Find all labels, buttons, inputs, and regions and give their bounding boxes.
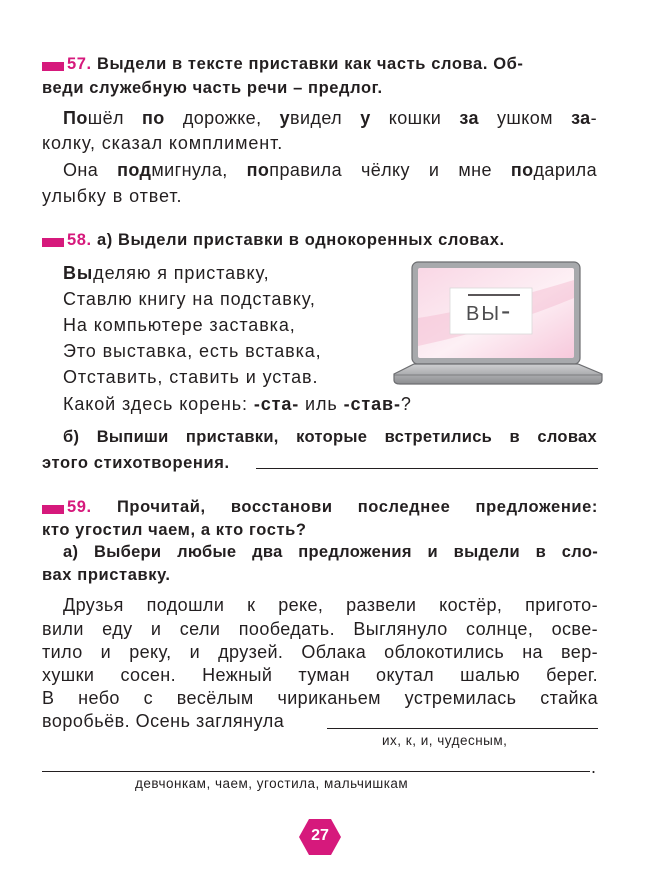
answer-line[interactable] <box>327 728 598 729</box>
poem-line: Ставлю книгу на подставку, <box>63 289 316 309</box>
text-line <box>63 160 597 181</box>
exercise-number: 59. <box>67 498 92 516</box>
poem-line <box>63 394 412 415</box>
task-text: кто угостил чаем, а кто гость? <box>42 521 307 539</box>
highlighted-morpheme: -став- <box>343 394 401 414</box>
highlighted-morpheme: -ста- <box>253 394 300 414</box>
text-line: тило и реку, и друзей. Облака облокотились на вер- <box>42 642 598 662</box>
poem-line <box>63 263 270 284</box>
word-hint: девчонкам, чаем, угостила, мальчишкам <box>135 776 409 791</box>
poem-line: Отставить, ставить и устав. <box>63 367 319 387</box>
exercise-marker <box>42 505 64 514</box>
text-line: В небо с весёлым чириканьем устремилась стайка <box>42 688 598 708</box>
highlighted-morpheme: у <box>360 108 371 128</box>
text-segment: - <box>590 108 597 128</box>
answer-line[interactable] <box>42 771 590 772</box>
text-segment: Она <box>63 160 118 180</box>
exercise-marker <box>42 62 64 71</box>
exercise-number: 57. <box>67 55 92 73</box>
text-segment: кошки <box>370 108 460 128</box>
text-line: Друзья подошли к реке, развели костёр, пригото- <box>63 595 598 615</box>
task-text: Выдели в тексте приставки как часть слова. Об- <box>96 55 524 73</box>
text-segment: шёл <box>87 108 143 128</box>
text-segment: иль <box>299 394 344 414</box>
task-text: б) Выпиши приставки, которые встретились в словах <box>63 428 597 446</box>
text-line <box>63 108 597 129</box>
exercise-59-task <box>67 498 598 517</box>
highlighted-morpheme: по <box>510 160 534 180</box>
text-segment: дарила <box>533 160 597 180</box>
text-segment: мигнула, <box>151 160 247 180</box>
poem-line: На компьютере заставка, <box>63 315 296 335</box>
answer-line[interactable] <box>256 468 598 469</box>
highlighted-morpheme: за <box>459 108 479 128</box>
text-segment: дорожке, <box>164 108 280 128</box>
task-text: веди служебную часть речи – предлог. <box>42 79 383 97</box>
text-line: вили еду и сели пообедать. Выглянуло солнце, осве- <box>42 619 598 639</box>
highlighted-morpheme: по <box>142 108 165 128</box>
page-number: 27 <box>311 827 329 844</box>
task-text: Прочитай, восстанови последнее предложение: <box>116 498 599 516</box>
text-segment: Какой здесь корень: <box>63 394 254 414</box>
exercise-58-task <box>67 231 505 250</box>
word-hint: их, к, и, чудесным, <box>382 733 508 748</box>
highlighted-morpheme: по <box>246 160 270 180</box>
task-text: вах приставку. <box>42 566 171 584</box>
task-text: этого стихотворения. <box>42 454 230 472</box>
task-text: а) Выбери любые два предложения и выдели в сло- <box>63 543 598 561</box>
highlighted-morpheme: под <box>117 160 152 180</box>
poem-line: Это выставка, есть вставка, <box>63 341 322 361</box>
text-segment: правила чёлку и мне <box>269 160 511 180</box>
highlighted-morpheme: Вы <box>63 263 94 283</box>
text-line: улыбку в ответ. <box>42 186 183 206</box>
highlighted-morpheme: у <box>279 108 291 128</box>
exercise-marker <box>42 238 64 247</box>
text-segment: видел <box>290 108 361 128</box>
sentence-end-period: . <box>591 757 597 777</box>
text-line: воробьёв. Осень заглянула <box>42 711 285 731</box>
text-segment: ушком <box>478 108 572 128</box>
exercise-number: 58. <box>67 231 92 249</box>
text-segment: ? <box>400 394 412 414</box>
highlighted-morpheme: за <box>571 108 591 128</box>
highlighted-morpheme: По <box>63 108 88 128</box>
exercise-57-task <box>67 55 524 74</box>
text-segment: деляю я приставку, <box>93 263 270 283</box>
task-text: а) Выдели приставки в однокоренных словах. <box>96 231 505 249</box>
text-line: колку, сказал комплимент. <box>42 133 284 153</box>
text-line: хушки сосен. Нежный туман окутал шалью берег. <box>42 665 598 685</box>
laptop-screen-text: вы- <box>466 295 513 326</box>
